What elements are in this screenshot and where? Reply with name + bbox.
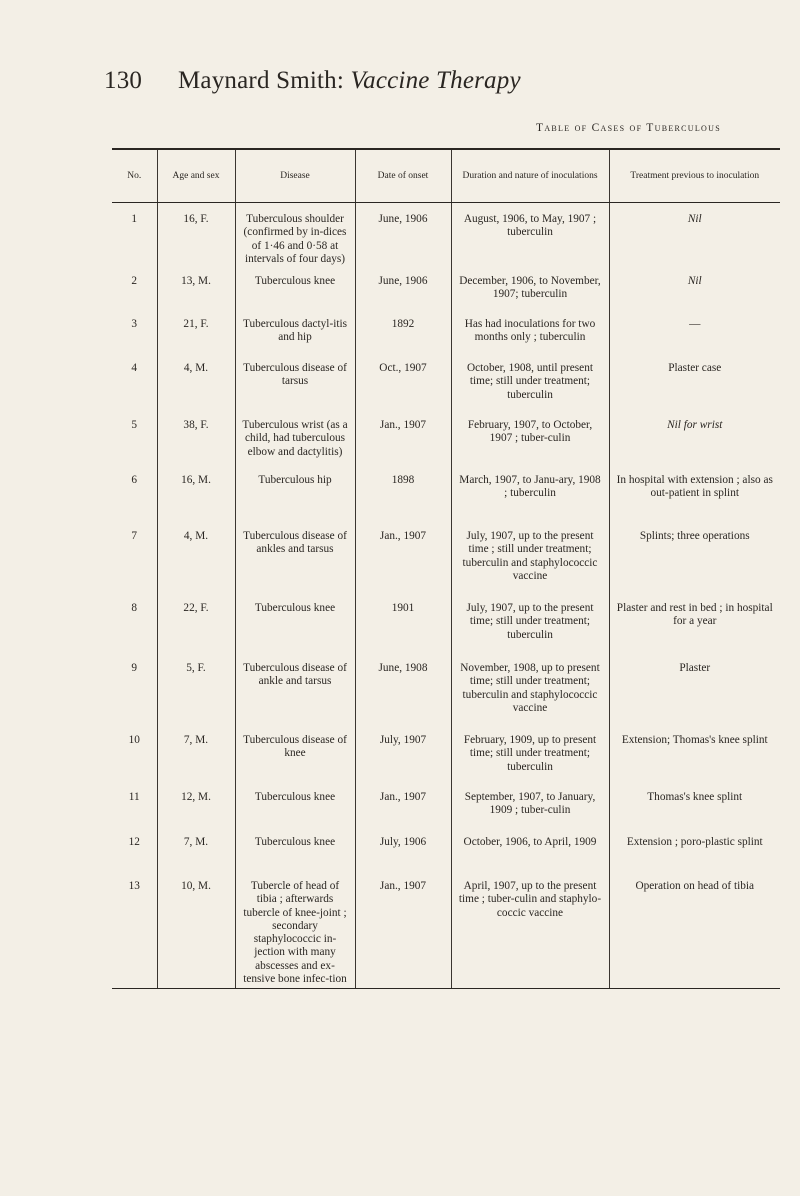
cell-age-sex: 4, M. bbox=[157, 362, 235, 419]
cell-duration: July, 1907, up to the present time ; still under treatment; tuberculin and staphylococcic vaccine bbox=[451, 530, 609, 602]
cell-treatment: Plaster bbox=[609, 662, 780, 734]
cell-age-sex: 10, M. bbox=[157, 880, 235, 989]
cell-duration: October, 1906, to April, 1909 bbox=[451, 836, 609, 880]
cell-treatment: — bbox=[609, 318, 780, 362]
cell-no: 2 bbox=[131, 275, 138, 287]
cell-disease: Tuberculous disease of ankle and tarsus bbox=[235, 662, 355, 734]
cell-disease: Tuberculous disease of ankles and tarsus bbox=[235, 530, 355, 602]
cell-age-sex: 7, M. bbox=[157, 734, 235, 791]
cell-treatment: Nil bbox=[609, 275, 780, 318]
cell-onset: Jan., 1907 bbox=[355, 419, 451, 474]
cell-no: 6 bbox=[131, 474, 138, 486]
cell-age-sex: 4, M. bbox=[157, 530, 235, 602]
cell-duration: March, 1907, to Janu-ary, 1908 ; tuberculin bbox=[451, 474, 609, 530]
cell-no: 3 bbox=[131, 318, 138, 330]
col-header-duration: Duration and nature of inoculations bbox=[451, 149, 609, 203]
table-row bbox=[112, 213, 780, 275]
cell-age-sex: 13, M. bbox=[157, 275, 235, 318]
cell-age-sex: 21, F. bbox=[157, 318, 235, 362]
cell-disease: Tuberculous dactyl-itis and hip bbox=[235, 318, 355, 362]
cell-duration: October, 1908, until present time; still under treatment; tuberculin bbox=[451, 362, 609, 419]
cell-treatment: Plaster and rest in bed ; in hospital for a year bbox=[609, 602, 780, 662]
cell-disease: Tuberculous disease of knee bbox=[235, 734, 355, 791]
cell-no: 5 bbox=[131, 419, 138, 431]
table-row bbox=[112, 362, 780, 419]
cell-duration: September, 1907, to January, 1909 ; tuber-culin bbox=[451, 791, 609, 836]
col-header-onset: Date of onset bbox=[355, 149, 451, 203]
cell-onset: 1898 bbox=[355, 474, 451, 530]
cell-treatment: In hospital with extension ; also as out-patient in splint bbox=[609, 474, 780, 530]
page-number: 130 bbox=[104, 67, 143, 94]
col-header-disease: Disease bbox=[235, 149, 355, 203]
book-title: Vaccine Therapy bbox=[350, 67, 521, 94]
cell-disease: Tuberculous knee bbox=[235, 275, 355, 318]
cell-no: 8 bbox=[131, 602, 138, 614]
table-row bbox=[112, 419, 780, 474]
cell-treatment: Extension; Thomas's knee splint bbox=[609, 734, 780, 791]
table-header-row bbox=[112, 149, 780, 203]
cell-age-sex: 22, F. bbox=[157, 602, 235, 662]
cell-disease: Tuberculous knee bbox=[235, 602, 355, 662]
table-row bbox=[112, 602, 780, 662]
table-row bbox=[112, 880, 780, 989]
cell-no: 10 bbox=[128, 734, 140, 746]
cell-duration: December, 1906, to November, 1907; tuberculin bbox=[451, 275, 609, 318]
cell-age-sex: 5, F. bbox=[157, 662, 235, 734]
cell-no: 4 bbox=[131, 362, 138, 374]
cell-no: 13 bbox=[112, 880, 157, 989]
table-row bbox=[112, 734, 780, 791]
cell-duration: Has had inoculations for two months only ; tuberculin bbox=[451, 318, 609, 362]
cell-disease: Tuberculous shoulder (confirmed by in-dices of 1·46 and 0·58 at intervals of four days) bbox=[235, 213, 355, 275]
cell-disease: Tuberculous knee bbox=[235, 791, 355, 836]
cell-onset: June, 1906 bbox=[355, 213, 451, 275]
table-row bbox=[112, 791, 780, 836]
cell-onset: Oct., 1907 bbox=[355, 362, 451, 419]
cell-disease: Tuberculous disease of tarsus bbox=[235, 362, 355, 419]
cell-no: 9 bbox=[131, 662, 138, 674]
cell-treatment: Plaster case bbox=[609, 362, 780, 419]
cell-duration: February, 1907, to October, 1907 ; tuber-culin bbox=[451, 419, 609, 474]
cell-no: 11 bbox=[128, 791, 140, 803]
cell-disease: Tuberculous knee bbox=[235, 836, 355, 880]
cell-no: 12 bbox=[128, 836, 140, 848]
col-header-treatment: Treatment previous to inoculation bbox=[609, 149, 780, 203]
cell-treatment: Nil bbox=[609, 213, 780, 275]
table-row bbox=[112, 474, 780, 530]
cell-onset: June, 1906 bbox=[355, 275, 451, 318]
table-row bbox=[112, 275, 780, 318]
table-title: Table of Cases of Tuberculous bbox=[536, 122, 721, 134]
cell-no: 7 bbox=[131, 530, 138, 542]
cell-onset: July, 1906 bbox=[355, 836, 451, 880]
cell-duration: July, 1907, up to the present time; still under treatment; tuberculin bbox=[451, 602, 609, 662]
cell-treatment: Splints; three operations bbox=[609, 530, 780, 602]
cell-disease: Tubercle of head of tibia ; afterwards tubercle of knee-joint ; secondary staphylococcic in-jection with many abscesses and ex-tensive bone infec-tion bbox=[235, 880, 355, 989]
cell-treatment: Thomas's knee splint bbox=[609, 791, 780, 836]
cell-treatment: Operation on head of tibia bbox=[609, 880, 780, 989]
cell-disease: Tuberculous wrist (as a child, had tuberculous elbow and dactylitis) bbox=[235, 419, 355, 474]
cell-age-sex: 38, F. bbox=[157, 419, 235, 474]
table-row bbox=[112, 318, 780, 362]
col-header-age-sex: Age and sex bbox=[157, 149, 235, 203]
cell-onset: Jan., 1907 bbox=[355, 530, 451, 602]
cell-duration: April, 1907, up to the present time ; tuber-culin and staphylo-coccic vaccine bbox=[451, 880, 609, 989]
cell-onset: July, 1907 bbox=[355, 734, 451, 791]
table-row bbox=[112, 836, 780, 880]
running-title bbox=[178, 67, 521, 95]
cell-onset: June, 1908 bbox=[355, 662, 451, 734]
cell-duration: February, 1909, up to present time; still under treatment; tuberculin bbox=[451, 734, 609, 791]
cell-duration: November, 1908, up to present time; still under treatment; tuberculin and staphylococcic vaccine bbox=[451, 662, 609, 734]
cell-onset: Jan., 1907 bbox=[355, 880, 451, 989]
cell-onset: Jan., 1907 bbox=[355, 791, 451, 836]
cell-onset: 1901 bbox=[355, 602, 451, 662]
cell-age-sex: 12, M. bbox=[157, 791, 235, 836]
cell-no: 1 bbox=[131, 213, 138, 225]
table-row bbox=[112, 530, 780, 602]
cell-age-sex: 7, M. bbox=[157, 836, 235, 880]
author-name: Maynard Smith: bbox=[178, 67, 351, 94]
cases-table bbox=[112, 148, 780, 989]
cell-disease: Tuberculous hip bbox=[235, 474, 355, 530]
cell-duration: August, 1906, to May, 1907 ; tuberculin bbox=[451, 213, 609, 275]
cell-age-sex: 16, F. bbox=[157, 213, 235, 275]
cell-age-sex: 16, M. bbox=[157, 474, 235, 530]
cell-treatment: Nil for wrist bbox=[609, 419, 780, 474]
col-header-no: No. bbox=[112, 149, 157, 203]
cell-treatment: Extension ; poro-plastic splint bbox=[609, 836, 780, 880]
table-row bbox=[112, 662, 780, 734]
cell-onset: 1892 bbox=[355, 318, 451, 362]
